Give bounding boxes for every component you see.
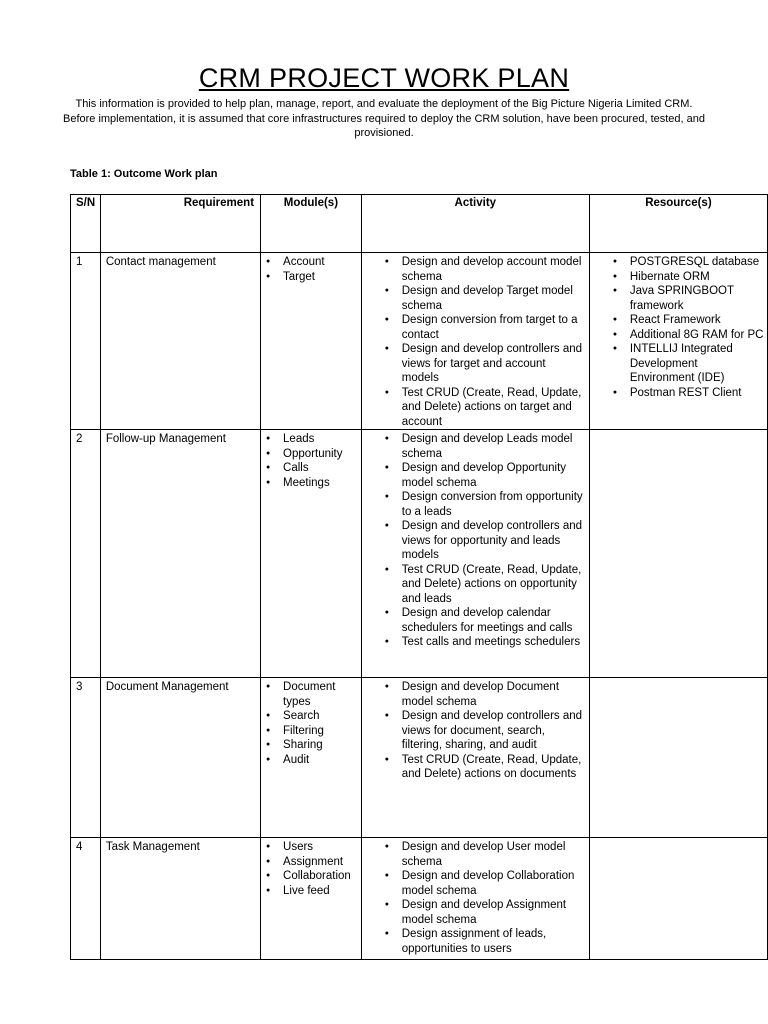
activity-item: ● Design and develop account model schema [402, 255, 585, 284]
cell-sn: 1 [71, 253, 101, 430]
module-item-list [261, 430, 361, 490]
resource-item-list [590, 253, 767, 400]
module-item: ● Leads [283, 432, 359, 447]
cell-resources [589, 838, 767, 960]
activity-item: ● Design and develop Leads model schema [402, 432, 585, 461]
intro-paragraph: This information is provided to help plan, manage, report, and evaluate the deployment of the Big Picture Nigeria Limited CRM. Before implementation, it is assumed that core infrastructures required to deploy the CRM solution, have been procured, tested, and provisioned. [62, 98, 705, 139]
module-item: ● Target [283, 270, 359, 285]
table-row [71, 838, 768, 960]
module-item-list [261, 678, 361, 767]
module-item: ● Meetings [283, 476, 359, 491]
resource-item: ● Postman REST Client [630, 386, 765, 401]
activity-item: ● Design and develop controllers and views for target and account models [402, 342, 585, 386]
module-item: ● Assignment [283, 855, 359, 870]
activity-item: ● Design and develop Collaboration model schema [402, 869, 585, 898]
cell-sn: 2 [71, 430, 101, 678]
table-row [71, 430, 768, 678]
resource-item: ● POSTGRESQL database [630, 255, 765, 270]
module-item: ● Filtering [283, 724, 359, 739]
cell-modules [261, 678, 362, 838]
resource-item: ● React Framework [630, 313, 765, 328]
cell-activity [361, 838, 589, 960]
activity-item: ● Design and develop User model schema [402, 840, 585, 869]
cell-activity [361, 253, 589, 430]
activity-item: ● Design and develop controllers and views for opportunity and leads models [402, 519, 585, 563]
cell-modules [261, 430, 362, 678]
activity-item: ● Design and develop controllers and views for document, search, filtering, sharing, and audit [402, 709, 585, 753]
module-item: ● Search [283, 709, 359, 724]
module-item: ● Collaboration [283, 869, 359, 884]
module-item: ● Sharing [283, 738, 359, 753]
activity-item: ● Design conversion from opportunity to a leads [402, 490, 585, 519]
cell-requirement: Follow-up Management [100, 430, 260, 678]
table-header-row [71, 195, 768, 253]
module-item: ● Account [283, 255, 359, 270]
module-item: ● Document types [283, 680, 359, 709]
module-item: ● Users [283, 840, 359, 855]
cell-resources [589, 253, 767, 430]
header-resources: Resource(s) [589, 195, 767, 253]
table-row [71, 253, 768, 430]
activity-item: ● Test CRUD (Create, Read, Update, and Delete) actions on documents [402, 753, 585, 782]
cell-modules [261, 838, 362, 960]
activity-item-list [362, 678, 589, 782]
table-row [71, 678, 768, 838]
activity-item-list [362, 253, 589, 429]
resource-item: ● INTELLIJ Integrated Development Environment (IDE) [630, 342, 765, 386]
cell-requirement: Document Management [100, 678, 260, 838]
cell-requirement: Task Management [100, 838, 260, 960]
module-item: ● Calls [283, 461, 359, 476]
activity-item: ● Design and develop Target model schema [402, 284, 585, 313]
activity-item: ● Test CRUD (Create, Read, Update, and Delete) actions on opportunity and leads [402, 563, 585, 607]
activity-item-list [362, 430, 589, 650]
table-caption: Table 1: Outcome Work plan [70, 168, 218, 180]
cell-sn: 4 [71, 838, 101, 960]
resource-item: ● Hibernate ORM [630, 270, 765, 285]
header-modules: Module(s) [261, 195, 362, 253]
activity-item: ● Design and develop Opportunity model schema [402, 461, 585, 490]
cell-resources [589, 430, 767, 678]
header-sn: S/N [71, 195, 101, 253]
cell-resources [589, 678, 767, 838]
module-item: ● Audit [283, 753, 359, 768]
table-body [71, 253, 768, 960]
module-item: ● Live feed [283, 884, 359, 899]
cell-sn: 3 [71, 678, 101, 838]
activity-item: ● Design and develop calendar schedulers for meetings and calls [402, 606, 585, 635]
activity-item: ● Design and develop Document model schema [402, 680, 585, 709]
module-item-list [261, 838, 361, 898]
cell-requirement: Contact management [100, 253, 260, 430]
cell-modules [261, 253, 362, 430]
page-title: CRM PROJECT WORK PLAN [198, 63, 570, 93]
activity-item: ● Test CRUD (Create, Read, Update, and Delete) actions on target and account [402, 386, 585, 430]
work-plan-table [70, 194, 768, 960]
resource-item: ● Java SPRINGBOOT framework [630, 284, 765, 313]
activity-item: ● Design conversion from target to a contact [402, 313, 585, 342]
activity-item: ● Design assignment of leads, opportunities to users [402, 927, 585, 956]
module-item-list [261, 253, 361, 284]
header-requirement: Requirement [100, 195, 260, 253]
activity-item-list [362, 838, 589, 956]
resource-item: ● Additional 8G RAM for PC [630, 328, 765, 343]
cell-activity [361, 678, 589, 838]
module-item: ● Opportunity [283, 447, 359, 462]
header-activity: Activity [361, 195, 589, 253]
activity-item: ● Test calls and meetings schedulers [402, 635, 585, 650]
cell-activity [361, 430, 589, 678]
activity-item: ● Design and develop Assignment model schema [402, 898, 585, 927]
